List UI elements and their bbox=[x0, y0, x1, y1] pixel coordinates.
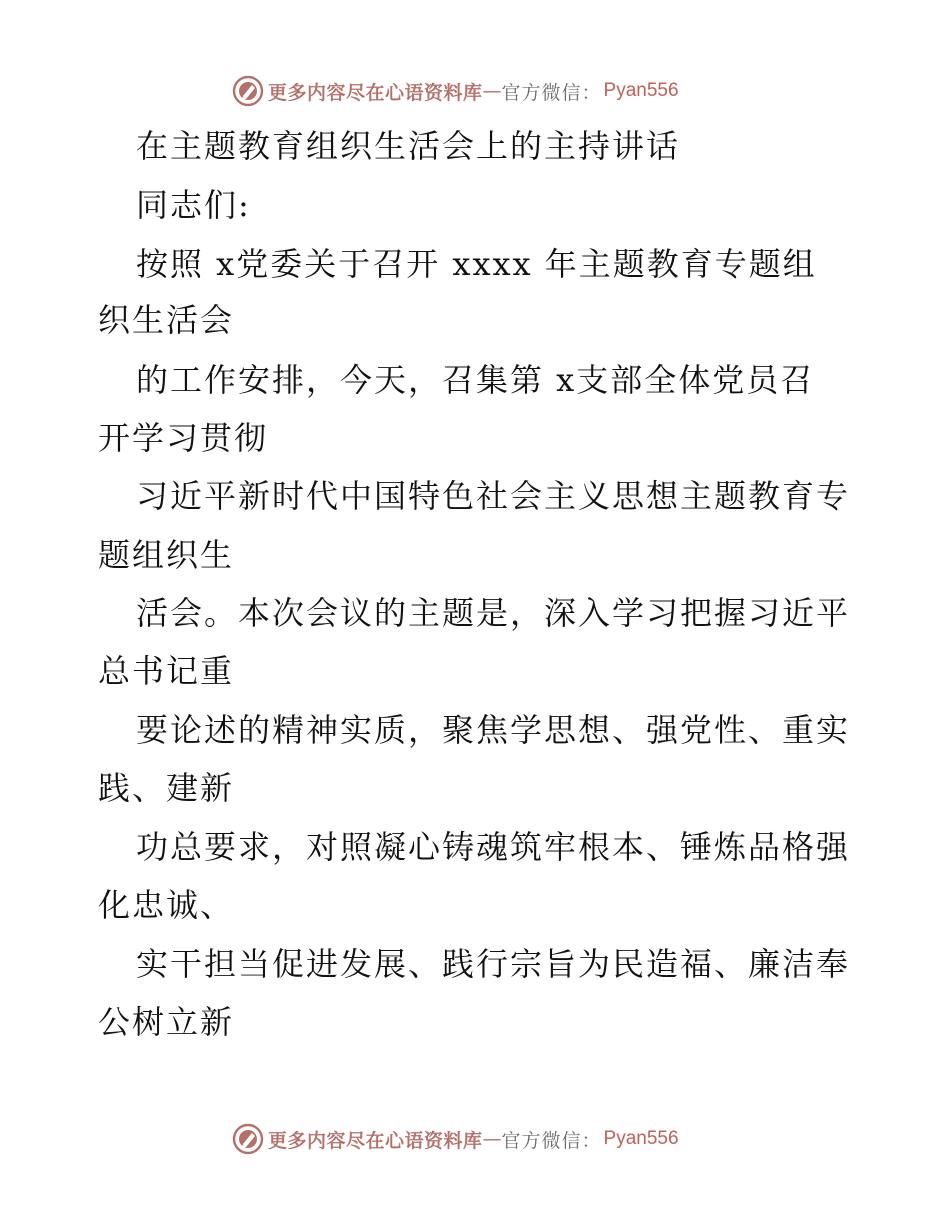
body-line: 开学习贯彻 bbox=[98, 419, 269, 457]
body-line: 实干担当促进发展、践行宗旨为民造福、廉洁奉 bbox=[136, 945, 851, 983]
footer-wechat-id: Pyan556 bbox=[603, 1128, 679, 1149]
header-banner bbox=[232, 74, 712, 108]
header-wechat-id: Pyan556 bbox=[603, 80, 679, 101]
body-line: 公树立新 bbox=[98, 1003, 235, 1041]
body-line: 功总要求，对照凝心铸魂筑牢根本、锤炼品格强 bbox=[136, 828, 851, 866]
body-line: 的工作安排，今天，召集第 x支部全体党员召 bbox=[136, 361, 815, 399]
footer-banner bbox=[232, 1122, 712, 1156]
header-brand: 更多内容尽在心语资料库 bbox=[268, 81, 483, 104]
header-dash: — bbox=[482, 80, 502, 102]
body-line: 要论述的精神实质，聚焦学思想、强党性、重实 bbox=[136, 711, 851, 749]
body-line: 活会。本次会议的主题是，深入学习把握习近平 bbox=[136, 594, 851, 632]
body-line: 按照 x党委关于召开 xxxx 年主题教育专题组 bbox=[136, 245, 817, 283]
footer-official-label: 官方微信： bbox=[501, 1129, 602, 1152]
body-line: 化忠诚、 bbox=[98, 886, 235, 924]
body-line: 总书记重 bbox=[98, 652, 235, 690]
footer-brand: 更多内容尽在心语资料库 bbox=[268, 1129, 483, 1152]
body-line: 织生活会 bbox=[98, 301, 235, 339]
pen-logo-icon bbox=[232, 1123, 264, 1155]
body-line: 题组织生 bbox=[98, 536, 235, 574]
body-line: 践、建新 bbox=[98, 769, 235, 807]
pen-logo-icon bbox=[232, 75, 264, 107]
header-official-label: 官方微信： bbox=[501, 81, 602, 104]
body-line: 习近平新时代中国特色社会主义思想主题教育专 bbox=[136, 477, 851, 515]
footer-dash: — bbox=[482, 1128, 502, 1150]
salutation: 同志们: bbox=[136, 186, 251, 224]
document-title: 在主题教育组织生活会上的主持讲话 bbox=[136, 127, 681, 165]
